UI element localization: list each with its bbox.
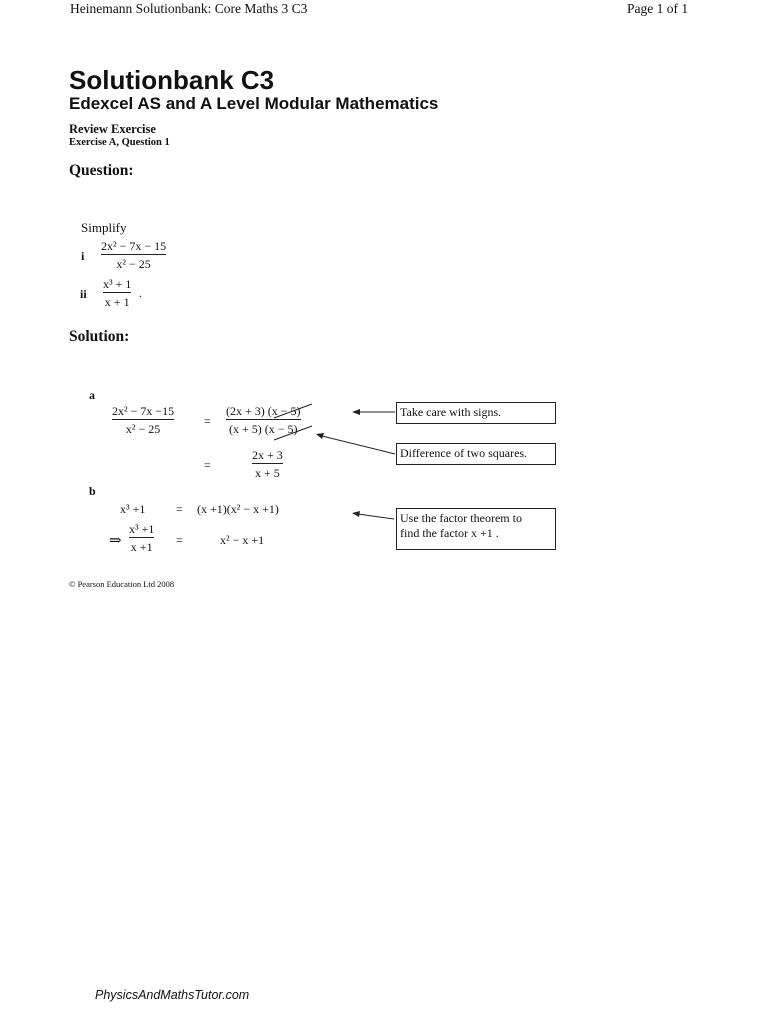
factor-x-plus-5: (x + 5) bbox=[229, 422, 262, 436]
fraction-bar bbox=[103, 292, 131, 293]
solution-b-label: b bbox=[89, 484, 96, 498]
annotation-arrows-a bbox=[300, 400, 400, 460]
question-i-fraction bbox=[101, 239, 166, 271]
solution-b-equals-1: = bbox=[176, 502, 183, 516]
arrow-squares-line bbox=[322, 436, 395, 454]
question-i-numerator: 2x² − 7x − 15 bbox=[101, 239, 167, 253]
page-title: Solutionbank C3 bbox=[69, 65, 275, 95]
fraction-bar bbox=[252, 463, 283, 464]
question-i-denominator: x² − 25 bbox=[116, 257, 151, 271]
solution-b-equals-2: = bbox=[176, 533, 183, 547]
note-signs: Take care with signs. bbox=[396, 402, 556, 424]
page-subtitle: Edexcel AS and A Level Modular Mathematics bbox=[69, 94, 439, 113]
cancelled-factor-den: (x − 5) bbox=[264, 422, 298, 436]
solution-a-lhs-fraction bbox=[112, 404, 174, 436]
question-ii-label: ii bbox=[80, 287, 87, 301]
fraction-bar bbox=[112, 419, 174, 420]
solution-heading: Solution: bbox=[69, 328, 130, 345]
solution-b-rhs: (x +1)(x² − x +1) bbox=[197, 502, 279, 516]
solution-a-step2-numerator: 2x + 3 bbox=[252, 448, 283, 462]
solution-b-denominator: x +1 bbox=[130, 540, 153, 554]
question-ii-numerator: x³ + 1 bbox=[103, 277, 132, 291]
question-ii-tail: . bbox=[139, 286, 142, 300]
header-right: Page 1 of 1 bbox=[627, 1, 689, 16]
implies-symbol: ⇒ bbox=[109, 533, 122, 549]
question-i-label: i bbox=[81, 249, 85, 263]
fraction-bar bbox=[129, 537, 154, 538]
arrow-signs-head bbox=[352, 409, 360, 415]
solution-a-lhs-denominator: x² − 25 bbox=[125, 422, 161, 436]
question-intro: Simplify bbox=[81, 220, 127, 235]
solution-a-equals-2: = bbox=[204, 458, 211, 472]
question-ii-denominator: x + 1 bbox=[104, 295, 130, 309]
solution-a-lhs-numerator: 2x² − 7x −15 bbox=[112, 404, 175, 418]
note-factor-line-1: Use the factor theorem to bbox=[400, 511, 522, 525]
footer-site-link[interactable]: PhysicsAndMathsTutor.com bbox=[95, 988, 250, 1002]
solution-b-fraction bbox=[129, 522, 154, 554]
solution-a-step2-fraction bbox=[252, 448, 283, 480]
solution-b-result: x² − x +1 bbox=[220, 533, 265, 547]
note-factor-theorem bbox=[396, 508, 556, 550]
solution-b-numerator: x³ +1 bbox=[129, 522, 155, 536]
cancelled-factor-num: (x − 5) bbox=[267, 404, 301, 418]
fraction-bar bbox=[101, 254, 166, 255]
solution-a-step2-denominator: x + 5 bbox=[255, 466, 280, 480]
solution-b-lhs: x³ +1 bbox=[120, 502, 146, 516]
header-left: Heinemann Solutionbank: Core Maths 3 C3 bbox=[70, 1, 308, 16]
note-factor-line-2: find the factor x +1 . bbox=[400, 526, 499, 540]
annotation-arrow-b bbox=[348, 508, 398, 524]
factor-2x-plus-3: (2x + 3) bbox=[226, 404, 265, 418]
section-label: Review Exercise bbox=[69, 122, 156, 136]
question-ii-fraction bbox=[103, 277, 131, 309]
arrow-squares-head bbox=[316, 433, 324, 439]
question-heading: Question: bbox=[69, 162, 134, 179]
solution-a-equals-1: = bbox=[204, 414, 211, 428]
copyright: © Pearson Education Ltd 2008 bbox=[69, 579, 175, 589]
note-difference-squares: Difference of two squares. bbox=[396, 443, 556, 465]
arrow-factor-line bbox=[358, 514, 394, 519]
arrow-factor-head bbox=[352, 511, 360, 517]
solution-a-label: a bbox=[89, 388, 95, 402]
exercise-label: Exercise A, Question 1 bbox=[69, 137, 170, 148]
